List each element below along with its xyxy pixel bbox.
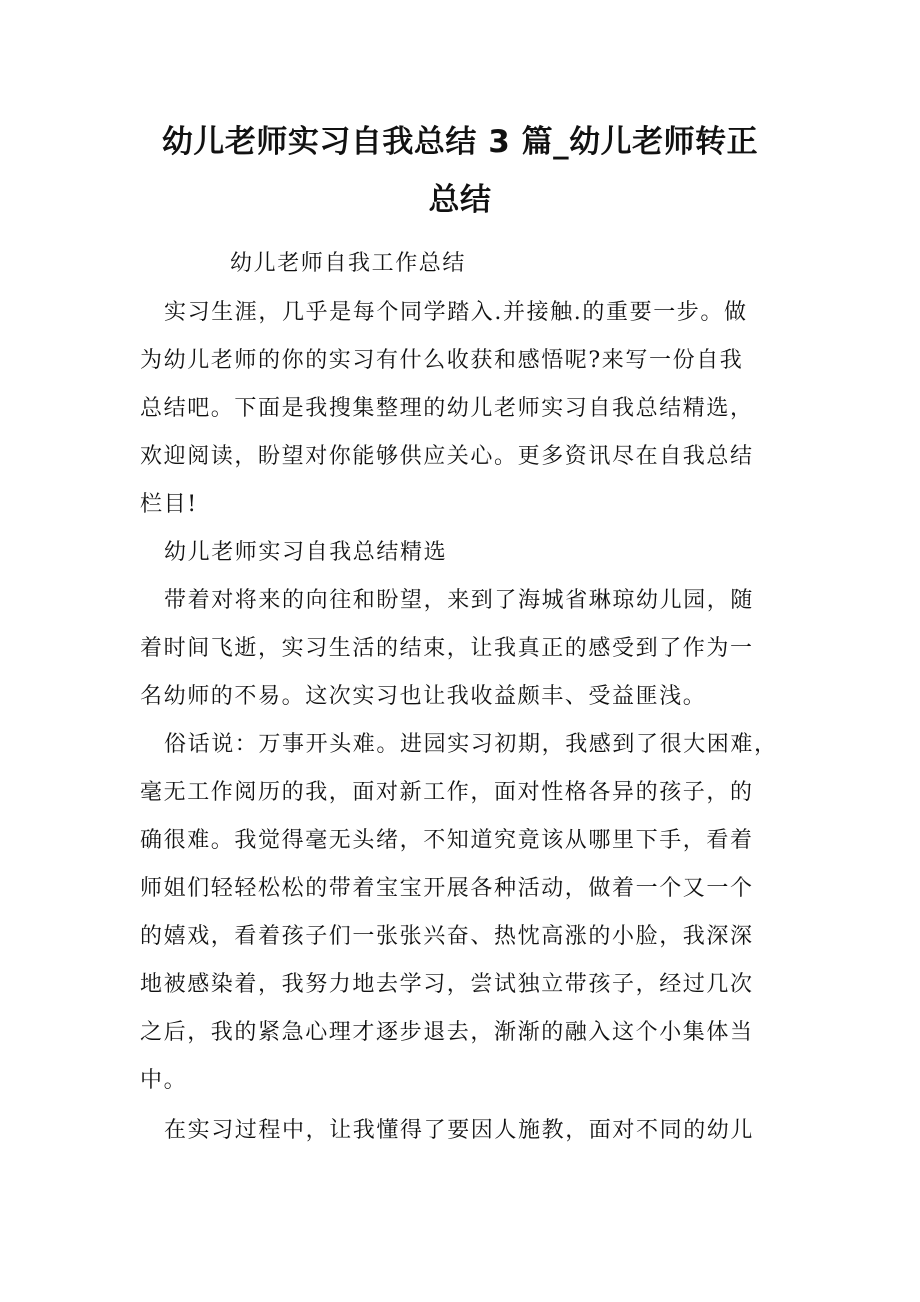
section-heading: 幼儿老师自我工作总结 [230, 251, 467, 276]
intro-line: 实习生涯，几乎是每个同学踏入.并接触.的重要一步。做 [164, 300, 748, 325]
paragraph-2 [140, 721, 788, 1105]
intro-line: 栏目! [140, 492, 198, 517]
document-title-line-1: 幼儿老师实习自我总结 3 篇_幼儿老师转正 [161, 124, 759, 160]
intro-line: 总结吧。下面是我搜集整理的幼儿老师实习自我总结精选， [140, 396, 754, 421]
paragraph-line: 着时间飞逝，实习生活的结束，让我真正的感受到了作为一 [140, 636, 754, 661]
paragraph-line: 带着对将来的向往和盼望，来到了海城省琳琼幼儿园，随 [164, 588, 755, 613]
paragraph-line: 确很难。我觉得毫无头绪，不知道究竟该从哪里下手，看着 [140, 828, 754, 853]
document-title-line-2: 总结 [428, 182, 492, 218]
paragraph-line: 俗话说：万事开头难。进园实习初期，我感到了很大困难， [164, 732, 778, 757]
intro-line: 欢迎阅读，盼望对你能够供应关心。更多资讯尽在自我总结 [140, 444, 754, 469]
intro-line: 为幼儿老师的你的实习有什么收获和感悟呢?来写一份自我 [140, 348, 744, 373]
paragraph-line: 在实习过程中，让我懂得了要因人施教，面对不同的幼儿 [164, 1118, 755, 1143]
paragraph-line: 名幼师的不易。这次实习也让我收益颇丰、受益匪浅。 [140, 684, 707, 709]
paragraph-line: 师姐们轻轻松松的带着宝宝开展各种活动，做着一个又一个 [140, 876, 754, 901]
paragraph-line: 毫无工作阅历的我，面对新工作，面对性格各异的孩子，的 [140, 780, 754, 805]
subheading: 幼儿老师实习自我总结精选 [164, 540, 448, 565]
paragraph-line: 之后，我的紧急心理才逐步退去，渐渐的融入这个小集体当 [140, 1020, 754, 1045]
paragraph-3 [140, 1107, 788, 1155]
paragraph-line: 的嬉戏，看着孩子们一张张兴奋、热忱高涨的小脸，我深深 [140, 924, 754, 949]
paragraph-line: 中。 [140, 1068, 188, 1093]
paragraph-line: 地被感染着，我努力地去学习，尝试独立带孩子，经过几次 [140, 972, 754, 997]
paragraph-1 [140, 577, 788, 721]
intro-paragraph [140, 289, 788, 529]
